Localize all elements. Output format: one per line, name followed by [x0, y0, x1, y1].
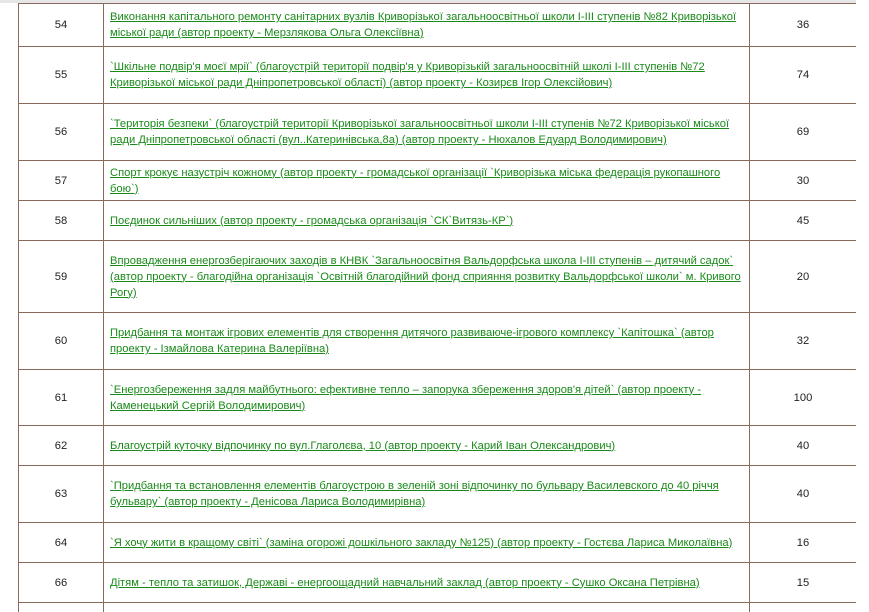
- row-votes: 36: [750, 4, 857, 47]
- row-votes: 100: [750, 370, 857, 426]
- row-number: 61: [19, 370, 104, 426]
- row-number: 56: [19, 104, 104, 161]
- row-votes: 40: [750, 426, 857, 466]
- row-title-cell-empty: [104, 603, 750, 612]
- row-title-cell: [104, 241, 750, 313]
- row-number: 62: [19, 426, 104, 466]
- project-link[interactable]: `Енергозбереження задля майбутнього: ефективне тепло – запорука збереження здоров'я дітей` (автор проекту - Каменецький Сергій Володимирович): [110, 383, 702, 412]
- project-link[interactable]: Придбання та монтаж ігрових елементів для створення дитячого развиваюче-ігрового комплексу `Капітошка` (автор проекту - Ізмайлова Катерина Валеріївна): [110, 327, 714, 355]
- row-title-cell: [104, 313, 750, 370]
- project-link[interactable]: Виконання капітального ремонту санітарних вузлів Криворізької загальноосвітньої школи І-ІІІ ступенів №82 Криворізької міської ради (автор проекту - Мерзлякова Ольга Олексіївна): [110, 11, 737, 39]
- row-votes: 45: [750, 201, 857, 241]
- row-title-cell: [104, 370, 750, 426]
- project-link[interactable]: Спорт крокує назустріч кожному (автор проекту - громадської організації `Криворізька міська федерація рукопашного бою`): [110, 166, 721, 195]
- row-title-cell: [104, 104, 750, 161]
- row-votes-empty: [750, 603, 857, 612]
- table-row: [19, 104, 857, 161]
- table-row: [19, 563, 857, 603]
- row-number: 59: [19, 241, 104, 313]
- row-title-cell: [104, 201, 750, 241]
- project-link[interactable]: Поєдинок сильніших (автор проекту - громадська організація `СК`Витязь-КР`): [110, 214, 514, 227]
- row-number: 66: [19, 563, 104, 603]
- table-row: [19, 370, 857, 426]
- row-votes: 30: [750, 161, 857, 201]
- row-votes: 20: [750, 241, 857, 313]
- row-votes: 74: [750, 47, 857, 104]
- right-gutter: [856, 0, 869, 612]
- projects-table-body: [19, 4, 857, 612]
- row-title-cell: [104, 4, 750, 47]
- table-row: [19, 201, 857, 241]
- row-title-cell: [104, 466, 750, 523]
- row-votes: 69: [750, 104, 857, 161]
- row-number: 58: [19, 201, 104, 241]
- project-link[interactable]: Благоустрій куточку відпочинку по вул.Глаголєва, 10 (автор проекту - Карий Іван Олександрович): [110, 439, 616, 452]
- row-number: 55: [19, 47, 104, 104]
- row-votes: 40: [750, 466, 857, 523]
- row-title-cell: [104, 523, 750, 563]
- project-link[interactable]: `Територія безпеки` (благоустрій території Криворізької загальноосвітньої школи І-ІІІ ступенів №72 Криворізької міської ради Дніпропетровської області (вул..Катеринівська,8а) (автор проекту - Нюхалов Едуард Володимирович): [110, 118, 730, 146]
- row-votes: 16: [750, 523, 857, 563]
- table-row: [19, 313, 857, 370]
- table-row: [19, 523, 857, 563]
- project-link[interactable]: `Придбання та встановлення елементів благоустрою в зеленій зоні відпочинку по бульвару Василевского до 40 річчя бульвару` (автор проекту - Денісова Лариса Володимирівна): [110, 480, 719, 508]
- table-row: [19, 4, 857, 47]
- row-number-empty: [19, 603, 104, 612]
- table-row-partial: [19, 603, 857, 612]
- row-number: 63: [19, 466, 104, 523]
- table-row: [19, 161, 857, 201]
- row-title-cell: [104, 161, 750, 201]
- project-link[interactable]: Впровадження енергозберігаючих заходів в КНВК `Загальноосвітня Вальдорфська школа І-ІІІ ступенів – дитячий садок` (автор проекту - благодійна організація `Освітній благодійний фонд сприяння розвитку Вальдорфської школи` м. Кривого Рогу): [110, 254, 741, 299]
- project-link[interactable]: `Шкільне подвір'я моєї мрії` (благоустрій території подвір'я у Криворізькій загальноосвітній школі І-ІІІ ступенів №72 Криворізької міської ради Дніпропетровської області) (автор проекту - Козирєв Ігор Олексійович): [110, 61, 705, 89]
- table-row: [19, 426, 857, 466]
- row-votes: 15: [750, 563, 857, 603]
- row-title-cell: [104, 426, 750, 466]
- row-title-cell: [104, 47, 750, 104]
- table-row: [19, 47, 857, 104]
- row-number: 64: [19, 523, 104, 563]
- projects-table: [18, 3, 857, 612]
- row-votes: 32: [750, 313, 857, 370]
- row-number: 57: [19, 161, 104, 201]
- row-title-cell: [104, 563, 750, 603]
- table-row: [19, 466, 857, 523]
- project-link[interactable]: Дітям - тепло та затишок, Державі - енергоощадний навчальний заклад (автор проекту - Сушко Оксана Петрівна): [110, 576, 700, 589]
- row-number: 60: [19, 313, 104, 370]
- table-row: [19, 241, 857, 313]
- project-link[interactable]: `Я хочу жити в кращому світі` (заміна огорожі дошкільного закладу №125) (автор проекту - Гостєва Лариса Миколаївна): [110, 536, 733, 549]
- row-number: 54: [19, 4, 104, 47]
